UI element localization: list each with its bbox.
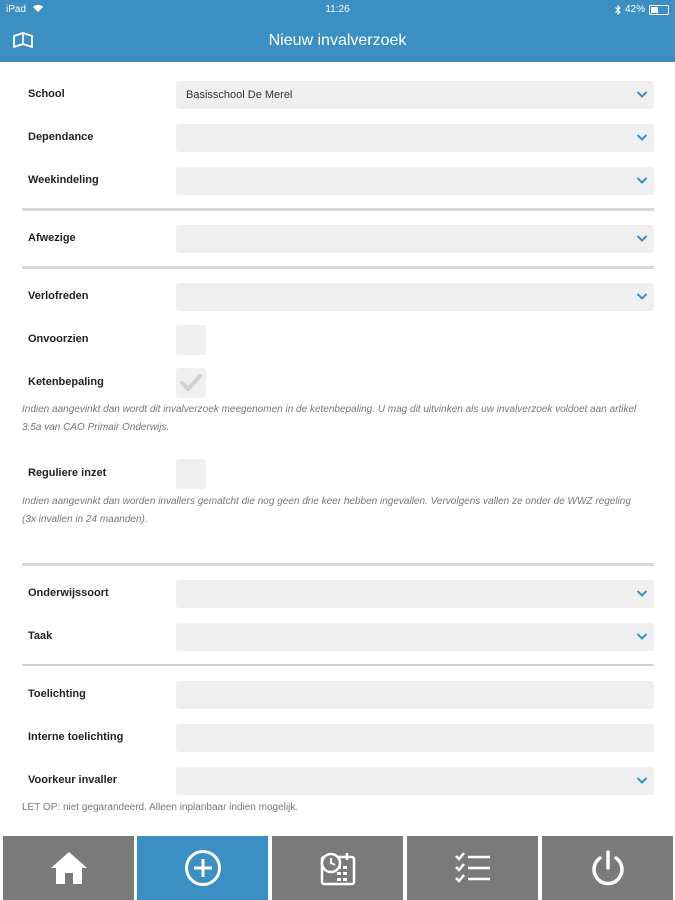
- voorkeur-invaller-label: Voorkeur invaller: [28, 774, 118, 786]
- plus-circle-icon: [183, 848, 223, 888]
- section-divider: [22, 563, 654, 566]
- verlofreden-select[interactable]: [176, 283, 654, 311]
- section-divider: [22, 208, 654, 211]
- afwezige-row: [28, 225, 654, 253]
- onderwijssoort-select[interactable]: [176, 580, 654, 608]
- tab-home[interactable]: [3, 836, 134, 900]
- status-time: 11:26: [325, 4, 350, 15]
- weekindeling-row: [28, 167, 654, 195]
- section-divider: [22, 664, 654, 666]
- interne-toelichting-input[interactable]: [176, 724, 654, 752]
- chevron-down-icon: [636, 292, 648, 301]
- chevron-down-icon: [636, 176, 648, 185]
- power-icon: [588, 848, 628, 888]
- toelichting-input[interactable]: [176, 681, 654, 709]
- tab-schedule[interactable]: [272, 836, 403, 900]
- dependance-label: Dependance: [28, 131, 94, 143]
- battery-percent: 42%: [624, 4, 645, 15]
- ketenbepaling-row: [28, 369, 654, 397]
- battery-fill: [651, 7, 658, 13]
- bluetooth-icon: [615, 5, 621, 15]
- onvoorzien-row: [28, 326, 654, 354]
- onvoorzien-label: Onvoorzien: [28, 333, 89, 345]
- weekindeling-label: Weekindeling: [28, 174, 99, 186]
- interne-toelichting-label: Interne toelichting: [28, 731, 124, 743]
- afwezige-label: Afwezige: [28, 232, 76, 244]
- ketenbepaling-help: Indien aangevinkt dan wordt dit invalverzoek meegenomen in de ketenbepaling. U mag dit uitvinken als uw invalverzoek voldoet aan artikel 3.5a van CAO Primair Onderwijs.: [22, 404, 637, 433]
- calendar-clock-icon: [318, 848, 358, 888]
- toelichting-row: [28, 681, 654, 709]
- verlofreden-row: [28, 283, 654, 311]
- tab-logout[interactable]: [542, 836, 673, 900]
- school-select[interactable]: [176, 81, 654, 109]
- chevron-down-icon: [636, 776, 648, 785]
- chevron-down-icon: [636, 632, 648, 641]
- voorkeur-invaller-row: [28, 767, 654, 795]
- nav-bar: [0, 20, 675, 62]
- weekindeling-select[interactable]: [176, 167, 654, 195]
- school-row: [28, 81, 654, 109]
- tab-list[interactable]: [407, 836, 538, 900]
- reguliere-inzet-row: [28, 460, 654, 488]
- tab-bar: [0, 834, 675, 900]
- school-value: Basisschool De Merel: [186, 89, 293, 101]
- chevron-down-icon: [636, 589, 648, 598]
- chevron-down-icon: [636, 133, 648, 142]
- chevron-down-icon: [636, 90, 648, 99]
- reguliere-inzet-label: Reguliere inzet: [28, 467, 107, 479]
- checkmark-icon: [180, 373, 202, 393]
- taak-row: [28, 623, 654, 651]
- onvoorzien-checkbox[interactable]: [176, 325, 206, 355]
- battery-icon: [649, 5, 669, 15]
- voorkeur-invaller-select[interactable]: [176, 767, 654, 795]
- onderwijssoort-label: Onderwijssoort: [28, 587, 109, 599]
- dependance-select[interactable]: [176, 124, 654, 152]
- dependance-row: [28, 124, 654, 152]
- page-title: Nieuw invalverzoek: [268, 32, 407, 49]
- tab-new-request[interactable]: [137, 836, 268, 900]
- reguliere-inzet-help: Indien aangevinkt dan worden invallers gematcht die nog geen drie keer hebben ingevallen. Vervolgens vallen ze onder de WWZ regeling (3x invallen in 24 maanden).: [22, 496, 631, 525]
- toelichting-label: Toelichting: [28, 688, 86, 700]
- ketenbepaling-checkbox[interactable]: [176, 368, 206, 398]
- device-name: iPad: [6, 4, 27, 15]
- checklist-icon: [453, 848, 493, 888]
- taak-select[interactable]: [176, 623, 654, 651]
- chevron-down-icon: [636, 234, 648, 243]
- onderwijssoort-row: [28, 580, 654, 608]
- status-bar: [0, 0, 675, 20]
- school-label: School: [28, 88, 65, 100]
- verlofreden-label: Verlofreden: [28, 290, 89, 302]
- home-icon: [49, 849, 89, 887]
- ketenbepaling-label: Ketenbepaling: [28, 376, 104, 388]
- interne-toelichting-row: [28, 724, 654, 752]
- reguliere-inzet-checkbox[interactable]: [176, 459, 206, 489]
- taak-label: Taak: [28, 630, 53, 642]
- guarantee-note: LET OP: niet gegarandeerd. Alleen inplanbaar indien mogelijk.: [22, 802, 299, 813]
- afwezige-select[interactable]: [176, 225, 654, 253]
- status-right: [615, 4, 669, 15]
- section-divider: [22, 266, 654, 269]
